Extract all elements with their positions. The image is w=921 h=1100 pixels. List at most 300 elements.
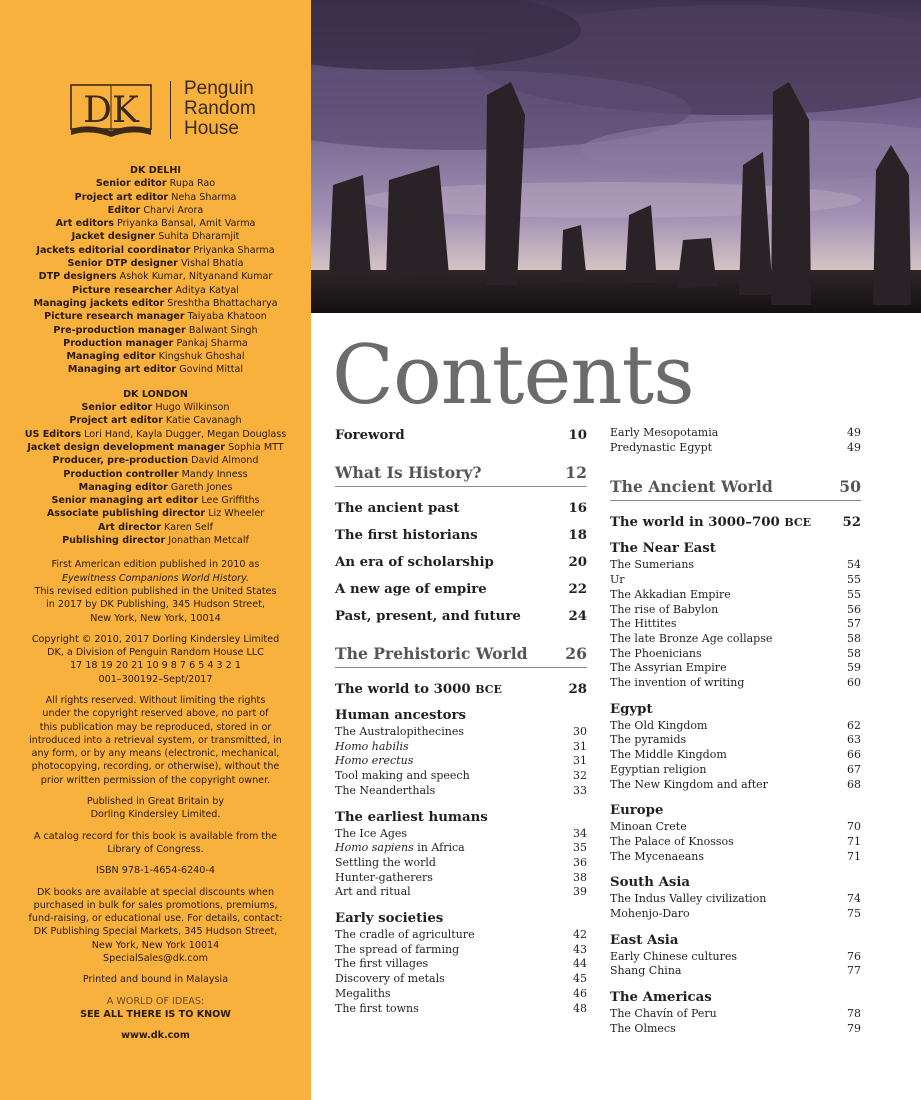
credit-line [0, 454, 311, 467]
page-number: 78 [847, 1007, 861, 1021]
dk-book-logo-icon [68, 81, 154, 139]
page-number: 79 [847, 1021, 861, 1035]
contents-item[interactable] [610, 617, 861, 632]
contents-item[interactable] [335, 769, 587, 784]
credit-names: Kingshuk Ghoshal [155, 351, 245, 363]
item-title: Shang China [610, 964, 682, 978]
logo-divider [170, 81, 171, 139]
item-title: Hunter-gatherers [335, 870, 433, 884]
page-number: 62 [847, 718, 861, 732]
group-heading: The Near East [610, 541, 716, 557]
credit-line [0, 257, 311, 270]
contents-item[interactable] [610, 1007, 861, 1022]
contents-entry[interactable] [335, 680, 587, 707]
contents-item[interactable] [335, 987, 587, 1002]
page-number: 12 [565, 463, 587, 482]
contents-item[interactable] [610, 558, 861, 573]
credit-role: Producer, pre-production [52, 455, 189, 467]
entry-title: The world in 3000–700 BCE [610, 515, 811, 531]
page-number: 55 [847, 573, 861, 587]
item-title: The rise of Babylon [610, 602, 719, 616]
page-number: 68 [847, 777, 861, 791]
credit-names: Taiyaba Khatoon [184, 311, 267, 323]
credit-names: Katie Cavanagh [162, 415, 242, 427]
item-title: The pyramids [610, 733, 687, 747]
wordmark-line: Random [184, 98, 256, 119]
item-title: The Indus Valley civilization [610, 892, 767, 906]
item-title: The Chavín of Peru [610, 1007, 717, 1021]
page-number: 71 [847, 849, 861, 863]
contents-entry[interactable] [335, 607, 587, 634]
contents-entry[interactable] [335, 580, 587, 607]
note-line: All rights reserved. Without limiting the rights [45, 694, 266, 706]
credit-names: Sophia MTT [225, 441, 284, 453]
page-number: 32 [573, 769, 587, 783]
page-number: 67 [847, 762, 861, 776]
item-title: The Palace of Knossos [610, 834, 734, 848]
credit-role: Pre-production manager [53, 324, 186, 336]
credit-line [0, 468, 311, 481]
note-line: Dorling Kindersley Limited. [90, 809, 221, 821]
credit-line [0, 428, 311, 441]
delhi-heading: DK DELHI [130, 165, 181, 176]
credit-line [0, 350, 311, 363]
credit-role: Senior editor [81, 402, 153, 414]
credit-role: US Editors [24, 428, 82, 440]
note-line: fund-raising, or educational use. For details, contact: [28, 913, 283, 925]
contents-item[interactable] [610, 647, 861, 662]
note-line: prior written permission of the copyright owner. [40, 774, 271, 786]
item-title: Predynastic Egypt [610, 440, 713, 454]
credit-role: Art director [98, 521, 162, 533]
publisher-logo [68, 79, 278, 143]
contents-item[interactable] [610, 676, 861, 691]
page-number: 77 [847, 964, 861, 978]
credit-names: Jonathan Metcalf [165, 535, 249, 547]
item-title: The cradle of agriculture [335, 928, 475, 942]
item-title: Art and ritual [335, 885, 411, 899]
note-line: First American edition published in 2010 as [51, 559, 260, 571]
credit-role: Managing editor [66, 351, 156, 363]
page-number: 10 [568, 428, 587, 443]
note-line: Eyewitness Companions World History. [61, 572, 250, 584]
wordmark-line: House [184, 118, 239, 139]
contents-item[interactable] [610, 603, 861, 618]
item-title: The Neanderthals [335, 783, 436, 797]
credit-line [0, 521, 311, 534]
credit-line [0, 204, 311, 217]
page-number: 66 [847, 748, 861, 762]
group-heading: South Asia [610, 875, 691, 891]
page-number: 38 [573, 870, 587, 884]
note-line: this publication may be reproduced, stored in or [39, 721, 272, 733]
item-title: Egyptian religion [610, 762, 707, 776]
note-line: in 2017 by DK Publishing, 345 Hudson Street, [46, 599, 265, 611]
credit-line [0, 284, 311, 297]
imprint-sidebar [0, 0, 311, 1100]
credit-names: Neha Sharma [168, 191, 237, 203]
credit-role: Jackets editorial coordinator [36, 244, 191, 256]
standing-stones-photo [311, 0, 921, 313]
credit-role: Editor [107, 204, 141, 216]
group-heading: The Americas [610, 990, 712, 1006]
credit-names: Gareth Jones [167, 481, 233, 493]
section-title: What Is History? [335, 463, 482, 482]
credit-names: Charvi Arora [140, 204, 204, 216]
credit-names: Pankaj Sharma [173, 337, 248, 349]
contents-item[interactable] [610, 719, 861, 734]
contents-item[interactable] [335, 856, 587, 871]
contents-entry[interactable] [335, 526, 587, 553]
note-line: 17 18 19 20 21 10 9 8 7 6 5 4 3 2 1 [70, 660, 241, 672]
page-title: Contents [332, 329, 694, 423]
item-title: Megaliths [335, 986, 391, 1000]
page-number: 26 [565, 644, 587, 663]
note-line: New York, New York, 10014 [90, 612, 221, 624]
page-number: 42 [573, 928, 587, 942]
credit-role: Managing jackets editor [33, 297, 165, 309]
credit-role: Senior editor [95, 178, 167, 190]
entry-title: The ancient past [335, 501, 460, 516]
page-number: 18 [568, 528, 587, 543]
item-title: The Mycenaeans [610, 849, 705, 863]
group-heading: East Asia [610, 932, 679, 948]
credit-line [0, 297, 311, 310]
credit-names: Vishal Bhatia [177, 258, 244, 270]
credit-names: Lee Griffiths [198, 495, 260, 507]
publisher-wordmark [184, 79, 280, 139]
item-title: The Phoenicians [610, 646, 702, 660]
note-line: This revised edition published in the United States [34, 585, 277, 597]
credit-names: David Almond [188, 455, 259, 467]
note-line: New York, New York 10014 [91, 939, 220, 951]
page-number: 43 [573, 942, 587, 956]
contents-item[interactable] [610, 733, 861, 748]
credit-role: Project art editor [69, 415, 163, 427]
page-number: 60 [847, 676, 861, 690]
page-number: 50 [839, 477, 861, 497]
credit-names: Karen Self [161, 521, 213, 533]
page-number: 74 [847, 892, 861, 906]
page-number: 55 [847, 587, 861, 601]
page-number: 16 [568, 501, 587, 516]
credit-names: Balwant Singh [185, 324, 258, 336]
item-title: The Akkadian Empire [610, 587, 731, 601]
credit-line [0, 217, 311, 230]
entry-title: The world to 3000 BCE [335, 682, 502, 697]
contents-item[interactable] [335, 784, 587, 799]
page-number: 71 [847, 834, 861, 848]
note-line: DK, a Division of Penguin Random House LLC [47, 647, 264, 659]
entry-title: A new age of empire [335, 582, 487, 597]
contents-item[interactable] [335, 740, 587, 755]
note-line: 001–300192–Sept/2017 [98, 673, 213, 685]
note-line: any form, or by any means (electronic, mechanical, [31, 748, 280, 760]
item-title: The Australopithecines [335, 725, 464, 738]
contents-entry[interactable] [335, 426, 587, 453]
credit-role: Managing art editor [67, 364, 177, 376]
note-line: Published in Great Britain by [86, 796, 225, 808]
page-number: 45 [573, 972, 587, 986]
credit-role: Picture researcher [72, 284, 173, 296]
credit-line [0, 177, 311, 190]
era-suffix: BCE [475, 683, 502, 696]
credit-line [0, 534, 311, 547]
catalog-note [0, 830, 311, 857]
credit-line [0, 441, 311, 454]
page-number: 35 [573, 841, 587, 855]
page-number: 70 [847, 820, 861, 834]
rights-note [0, 694, 311, 787]
item-title: Minoan Crete [610, 820, 687, 834]
credit-names: Sreshtha Bhattacharya [164, 297, 278, 309]
wordmark-line: Penguin [184, 78, 254, 99]
note-line: Copyright © 2010, 2017 Dorling Kindersley Limited [31, 633, 280, 645]
contents-item[interactable] [335, 928, 587, 943]
contents-item[interactable] [610, 632, 861, 647]
contents-item[interactable] [335, 841, 587, 856]
isbn: ISBN 978-1-4654-6240-4 [96, 865, 215, 877]
entry-title: The first historians [335, 528, 478, 543]
credit-line [0, 363, 311, 376]
group-heading: Egypt [610, 701, 653, 717]
credit-role: Senior DTP designer [67, 258, 178, 270]
credit-role: Jacket designer [71, 231, 156, 243]
group-heading: Human ancestors [335, 708, 467, 723]
contents-item[interactable] [335, 725, 587, 740]
italic-term: Homo erectus [335, 754, 414, 768]
credit-line [0, 337, 311, 350]
credit-role: Associate publishing director [46, 508, 206, 520]
page-number: 28 [568, 682, 587, 697]
contents-item[interactable] [610, 850, 861, 865]
credit-role: Jacket design development manager [27, 441, 226, 453]
credit-names: Govind Mittal [176, 364, 244, 376]
special-sales-note [0, 886, 311, 966]
item-title: Settling the world [335, 855, 436, 869]
credit-line [0, 324, 311, 337]
page-number: 54 [847, 558, 861, 572]
contents-item[interactable] [610, 573, 861, 588]
page-number: 31 [573, 739, 587, 753]
contents-item[interactable] [610, 907, 861, 922]
item-title: The Sumerians [610, 558, 695, 572]
credit-names: Liz Wheeler [205, 508, 265, 520]
page-number: 46 [573, 986, 587, 1000]
credit-line [0, 191, 311, 204]
note-line: A catalog record for this book is available from the [33, 830, 278, 842]
credits-block [0, 164, 311, 1043]
section-heading[interactable] [610, 477, 861, 501]
page-number: 49 [847, 426, 861, 439]
contents-item[interactable] [610, 661, 861, 676]
page-number: 34 [573, 826, 587, 840]
page-number: 52 [842, 515, 861, 531]
credit-role: Senior managing art editor [51, 495, 199, 507]
item-title: The late Bronze Age collapse [610, 631, 773, 645]
copyright-note [0, 633, 311, 686]
entry-title: Past, present, and future [335, 609, 521, 624]
credit-role: Production controller [63, 468, 179, 480]
item-title: Early Mesopotamia [610, 426, 719, 439]
credit-names: Suhita Dharamjit [155, 231, 240, 243]
item-title: The invention of writing [610, 676, 745, 690]
group-heading: Early societies [335, 911, 444, 927]
credit-role: Project art editor [74, 191, 169, 203]
contents-item[interactable] [335, 1002, 587, 1017]
contents-item[interactable] [610, 778, 861, 793]
item-title: The Old Kingdom [610, 718, 708, 732]
contents-entry[interactable] [335, 553, 587, 580]
item-title: The Middle Kingdom [610, 748, 727, 762]
page-number: 31 [573, 754, 587, 768]
page-number: 75 [847, 907, 861, 921]
credit-line [0, 481, 311, 494]
credit-role: Managing editor [78, 481, 168, 493]
credit-role: DTP designers [38, 271, 117, 283]
delhi-credits-list [0, 177, 311, 376]
page-number: 59 [847, 661, 861, 675]
note-line: Library of Congress. [107, 843, 204, 855]
contents-item[interactable] [610, 835, 861, 850]
edition-note [0, 558, 311, 624]
contents-item[interactable] [610, 950, 861, 965]
item-title: The Ice Ages [335, 826, 408, 840]
svg-text:DK: DK [83, 90, 139, 131]
item-title: The first towns [335, 1001, 419, 1015]
credit-line [0, 507, 311, 520]
website-link[interactable]: www.dk.com [121, 1030, 190, 1042]
contents-item[interactable] [335, 972, 587, 987]
contents-item[interactable] [610, 441, 861, 456]
credit-role: Picture research manager [44, 311, 185, 323]
item-title: The New Kingdom and after [610, 777, 768, 791]
note-line: purchased in bulk for sales promotions, premiums, [33, 899, 278, 911]
page-number: 56 [847, 602, 861, 616]
credit-names: Ashok Kumar, Nityanand Kumar [116, 271, 273, 283]
contents-item[interactable] [610, 426, 861, 441]
item-title: The spread of farming [335, 942, 460, 956]
item-title: Early Chinese cultures [610, 949, 738, 963]
note-line: introduced into a retrieval system, or transmitted, in [29, 734, 282, 746]
london-credits-list [0, 401, 311, 547]
entry-title: An era of scholarship [335, 555, 494, 570]
contents-item[interactable] [335, 957, 587, 972]
london-heading: DK LONDON [123, 388, 188, 400]
section-title: The Prehistoric World [335, 644, 528, 663]
contents-item[interactable] [610, 892, 861, 907]
contents-item[interactable] [610, 1022, 861, 1037]
page-number: 39 [573, 885, 587, 899]
contents-item[interactable] [335, 871, 587, 886]
page-number: 22 [568, 582, 587, 597]
page-number: 58 [847, 631, 861, 645]
contents-item[interactable] [610, 763, 861, 778]
item-title: Ur [610, 573, 625, 587]
item-title: The Hittites [610, 617, 677, 631]
printed-note: Printed and bound in Malaysia [82, 974, 229, 986]
contents-entry[interactable] [335, 499, 587, 526]
credit-line [0, 310, 311, 323]
italic-term: Homo sapiens [335, 841, 414, 855]
credit-names: Mandy Inness [178, 468, 248, 480]
credit-line [0, 494, 311, 507]
credit-names: Hugo Wilkinson [152, 402, 230, 414]
contents-item[interactable] [335, 943, 587, 958]
credit-role: Production manager [63, 337, 174, 349]
page-number: 48 [573, 1001, 587, 1015]
credit-line [0, 270, 311, 283]
page-number: 33 [573, 783, 587, 797]
item-title [335, 754, 413, 769]
group-heading: Europe [610, 803, 664, 819]
item-title: Discovery of metals [335, 972, 445, 986]
page-number: 30 [573, 725, 587, 738]
contents-item[interactable] [335, 754, 587, 769]
contents-column-left [335, 426, 587, 1016]
contents-column-right [610, 426, 861, 1037]
page-number: 63 [847, 733, 861, 747]
credit-line [0, 414, 311, 427]
note-line: photocopying, recording, or otherwise), without the [31, 761, 280, 773]
item-title: The Olmecs [610, 1021, 676, 1035]
item-title: Homo sapiens in Africa [335, 841, 465, 855]
page-number: 20 [568, 555, 587, 570]
item-title: The Assyrian Empire [610, 661, 727, 675]
era-suffix: BCE [784, 516, 811, 530]
page-number: 36 [573, 855, 587, 869]
contents-item[interactable] [610, 820, 861, 835]
credit-names: Priyanka Bansal, Amit Varma [113, 218, 256, 230]
page-number: 44 [573, 957, 587, 971]
contents-item[interactable] [335, 885, 587, 900]
credit-line [0, 401, 311, 414]
entry-title: Foreword [335, 428, 405, 443]
credit-line [0, 244, 311, 257]
contents-entry[interactable] [610, 513, 861, 540]
item-title: Mohenjo-Daro [610, 907, 690, 921]
credit-names: Priyanka Sharma [190, 244, 275, 256]
italic-term: Homo habilis [335, 739, 409, 753]
page-number: 49 [847, 440, 861, 454]
credit-names: Lori Hand, Kayla Dugger, Megan Douglass [81, 428, 287, 440]
item-title: Tool making and speech [335, 769, 470, 783]
note-line: DK books are available at special discounts when [36, 886, 275, 898]
credit-names: Aditya Katyal [172, 284, 239, 296]
credit-role: Publishing director [62, 535, 166, 547]
section-title: The Ancient World [610, 477, 773, 497]
note-line: DK Publishing Special Markets, 345 Hudson Street, [33, 926, 278, 938]
page-number: 58 [847, 646, 861, 660]
tagline-line-2: SEE ALL THERE IS TO KNOW [80, 1008, 231, 1020]
page-number: 57 [847, 617, 861, 631]
contents-item[interactable] [610, 748, 861, 763]
contents-item[interactable] [335, 827, 587, 842]
page-number: 24 [568, 609, 587, 624]
item-title: The first villages [335, 957, 429, 971]
contents-item[interactable] [610, 588, 861, 603]
note-line: SpecialSales@dk.com [103, 953, 208, 965]
published-note [0, 795, 311, 822]
tagline-line-1: A WORLD OF IDEAS: [106, 995, 205, 1007]
section-heading[interactable] [335, 644, 587, 668]
credit-names: Rupa Rao [166, 178, 216, 190]
note-line: under the copyright reserved above, no part of [42, 708, 269, 720]
section-heading[interactable] [335, 463, 587, 487]
credit-line [0, 230, 311, 243]
item-title [335, 740, 409, 755]
contents-item[interactable] [610, 964, 861, 979]
